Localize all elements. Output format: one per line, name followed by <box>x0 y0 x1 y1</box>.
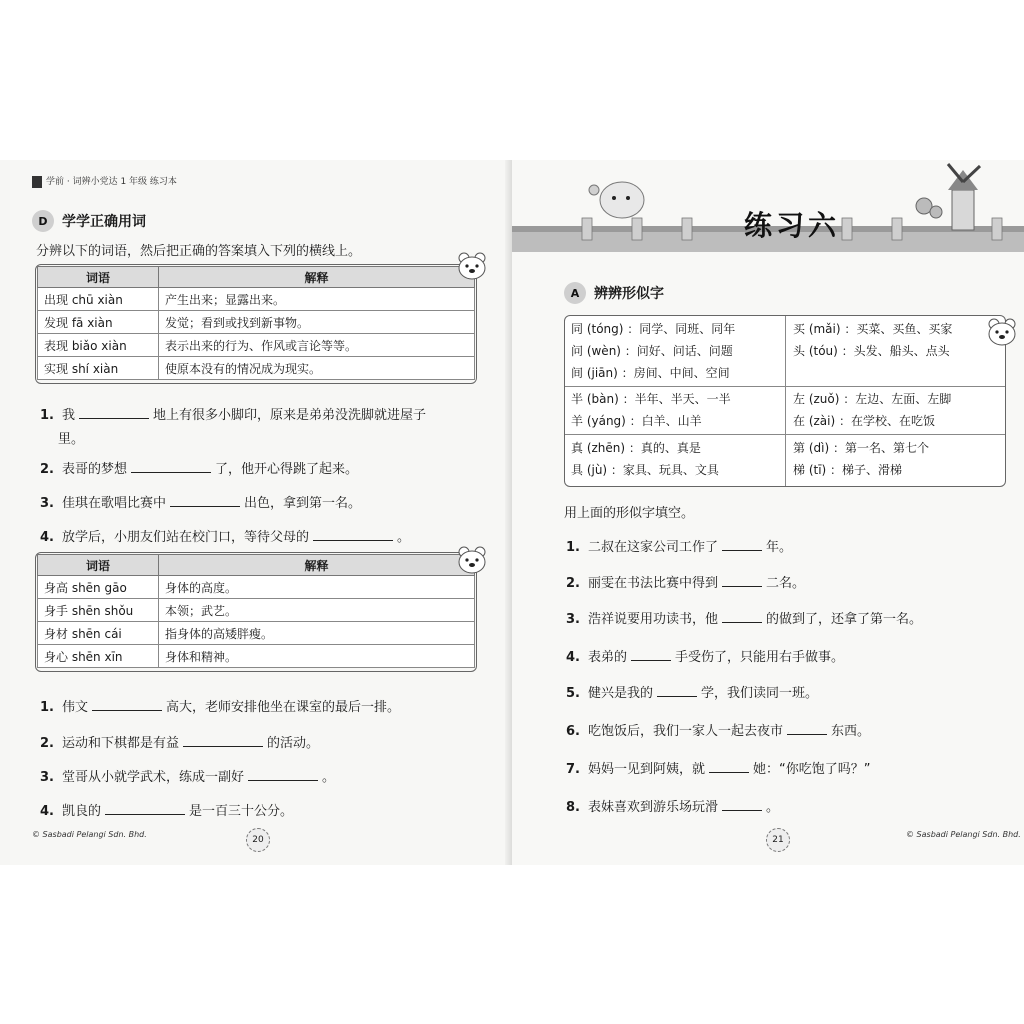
question-2: 2. 丽雯在书法比赛中得到 二名。 <box>566 572 805 591</box>
question-1: 1. 伟文 高大，老师安排他坐在课室的最后一排。 <box>40 696 400 715</box>
col-header-meaning: 解释 <box>159 267 475 288</box>
question-2: 2. 表哥的梦想 了，他开心得跳了起来。 <box>40 458 358 477</box>
book-spread <box>0 160 1024 865</box>
answer-blank[interactable] <box>722 572 762 587</box>
answer-blank[interactable] <box>170 492 240 507</box>
table-row: 发现 fā xiàn 发觉；看到或找到新事物。 <box>38 311 475 334</box>
page-number: 21 <box>766 828 790 852</box>
table-row: 身高 shēn gāo 身体的高度。 <box>38 576 475 599</box>
right-page <box>512 160 1024 865</box>
question-1: 1. 我 地上有很多小脚印，原来是弟弟没洗脚就进屋子 <box>40 404 426 423</box>
section-title: 辨辨形似字 <box>594 286 664 302</box>
page-number: 20 <box>246 828 270 852</box>
col-header-meaning: 解释 <box>159 555 475 576</box>
table-row: 出现 chū xiàn 产生出来；显露出来。 <box>38 288 475 311</box>
bear-mascot-icon <box>456 252 488 280</box>
section-badge: D <box>32 210 54 232</box>
instruction: 用上面的形似字填空。 <box>564 506 695 521</box>
table-row: 半 (bàn) ：半年、半天、一半 羊 (yáng) ：白羊、山羊 左 (zuǒ) ：左边、左面、左脚 在 (zài) ：在学校、在吃饭 <box>565 386 1005 435</box>
left-page <box>10 160 510 865</box>
similar-character-table <box>564 315 1006 487</box>
question-4: 4. 凯良的 是一百三十公分。 <box>40 800 293 819</box>
copyright-notice: © Sasbadi Pelangi Sdn. Bhd. <box>32 830 147 839</box>
section-a-heading <box>564 282 664 304</box>
answer-blank[interactable] <box>183 732 263 747</box>
question-8: 8. 表妹喜欢到游乐场玩滑 。 <box>566 796 779 815</box>
vocab-table-2 <box>37 554 475 668</box>
instruction: 分辨以下的词语，然后把正确的答案填入下列的横线上。 <box>36 244 362 259</box>
question-2: 2. 运动和下棋都是有益 的活动。 <box>40 732 319 751</box>
col-header-word: 词语 <box>38 555 159 576</box>
question-4: 4. 放学后，小朋友们站在校门口，等待父母的 。 <box>40 526 410 545</box>
answer-blank[interactable] <box>787 720 827 735</box>
table-row: 表现 biǎo xiàn 表示出来的行为、作风或言论等等。 <box>38 334 475 357</box>
answer-blank[interactable] <box>709 758 749 773</box>
answer-blank[interactable] <box>248 766 318 781</box>
section-badge: A <box>564 282 586 304</box>
answer-blank[interactable] <box>105 800 185 815</box>
table-row: 真 (zhēn) ：真的、真是 具 (jù) ：家具、玩具、文具 第 (dì) ：第一名、第七个 梯 (tī) ：梯子、滑梯 <box>571 441 929 477</box>
col-header-word: 词语 <box>38 267 159 288</box>
question-1-continued: 里。 <box>58 432 85 447</box>
answer-blank[interactable] <box>313 526 393 541</box>
question-4: 4. 表弟的 手受伤了，只能用右手做事。 <box>566 646 844 665</box>
section-title: 学学正确用词 <box>62 214 146 230</box>
table-row: 身手 shēn shǒu 本领；武艺。 <box>38 599 475 622</box>
answer-blank[interactable] <box>92 696 162 711</box>
answer-blank[interactable] <box>722 536 762 551</box>
copyright-notice: © Sasbadi Pelangi Sdn. Bhd. <box>906 830 1021 839</box>
exercise-title: 练习六 <box>744 209 841 242</box>
table-row: 同 (tóng) ：同学、同班、同年 问 (wèn) ：问好、问话、问题 间 (jiān) ：房间、中间、空间 买 (mǎi) ：买菜、买鱼、买家 头 (tóu) ：头发、船头、点头 <box>565 316 1005 387</box>
question-7: 7. 妈妈一见到阿姨，就 她：“你吃饱了吗？” <box>566 758 870 777</box>
answer-blank[interactable] <box>131 458 211 473</box>
question-1: 1. 二叔在这家公司工作了 年。 <box>566 536 792 555</box>
question-6: 6. 吃饱饭后，我们一家人一起去夜市 东西。 <box>566 720 870 739</box>
bear-mascot-icon <box>456 546 488 574</box>
table-row: 身心 shēn xīn 身体和精神。 <box>38 645 475 668</box>
answer-blank[interactable] <box>722 608 762 623</box>
answer-blank[interactable] <box>79 404 149 419</box>
question-3: 3. 佳琪在歌唱比赛中 出色，拿到第一名。 <box>40 492 361 511</box>
question-3: 3. 浩祥说要用功读书，他 的做到了，还拿了第一名。 <box>566 608 922 627</box>
section-d-heading <box>32 210 146 232</box>
book-logo-icon <box>32 176 42 188</box>
running-head: 学前 · 词辨小党达 1 年级 练习本 <box>32 174 177 188</box>
table-row: 实现 shí xiàn 使原本没有的情况成为现实。 <box>38 357 475 380</box>
answer-blank[interactable] <box>722 796 762 811</box>
bear-mascot-icon <box>986 318 1018 346</box>
question-3: 3. 堂哥从小就学武术，练成一副好 。 <box>40 766 335 785</box>
answer-blank[interactable] <box>657 682 697 697</box>
question-5: 5. 健兴是我的 学，我们读同一班。 <box>566 682 818 701</box>
answer-blank[interactable] <box>631 646 671 661</box>
table-row: 身材 shēn cái 指身体的高矮胖瘦。 <box>38 622 475 645</box>
vocab-table-1 <box>37 266 475 380</box>
